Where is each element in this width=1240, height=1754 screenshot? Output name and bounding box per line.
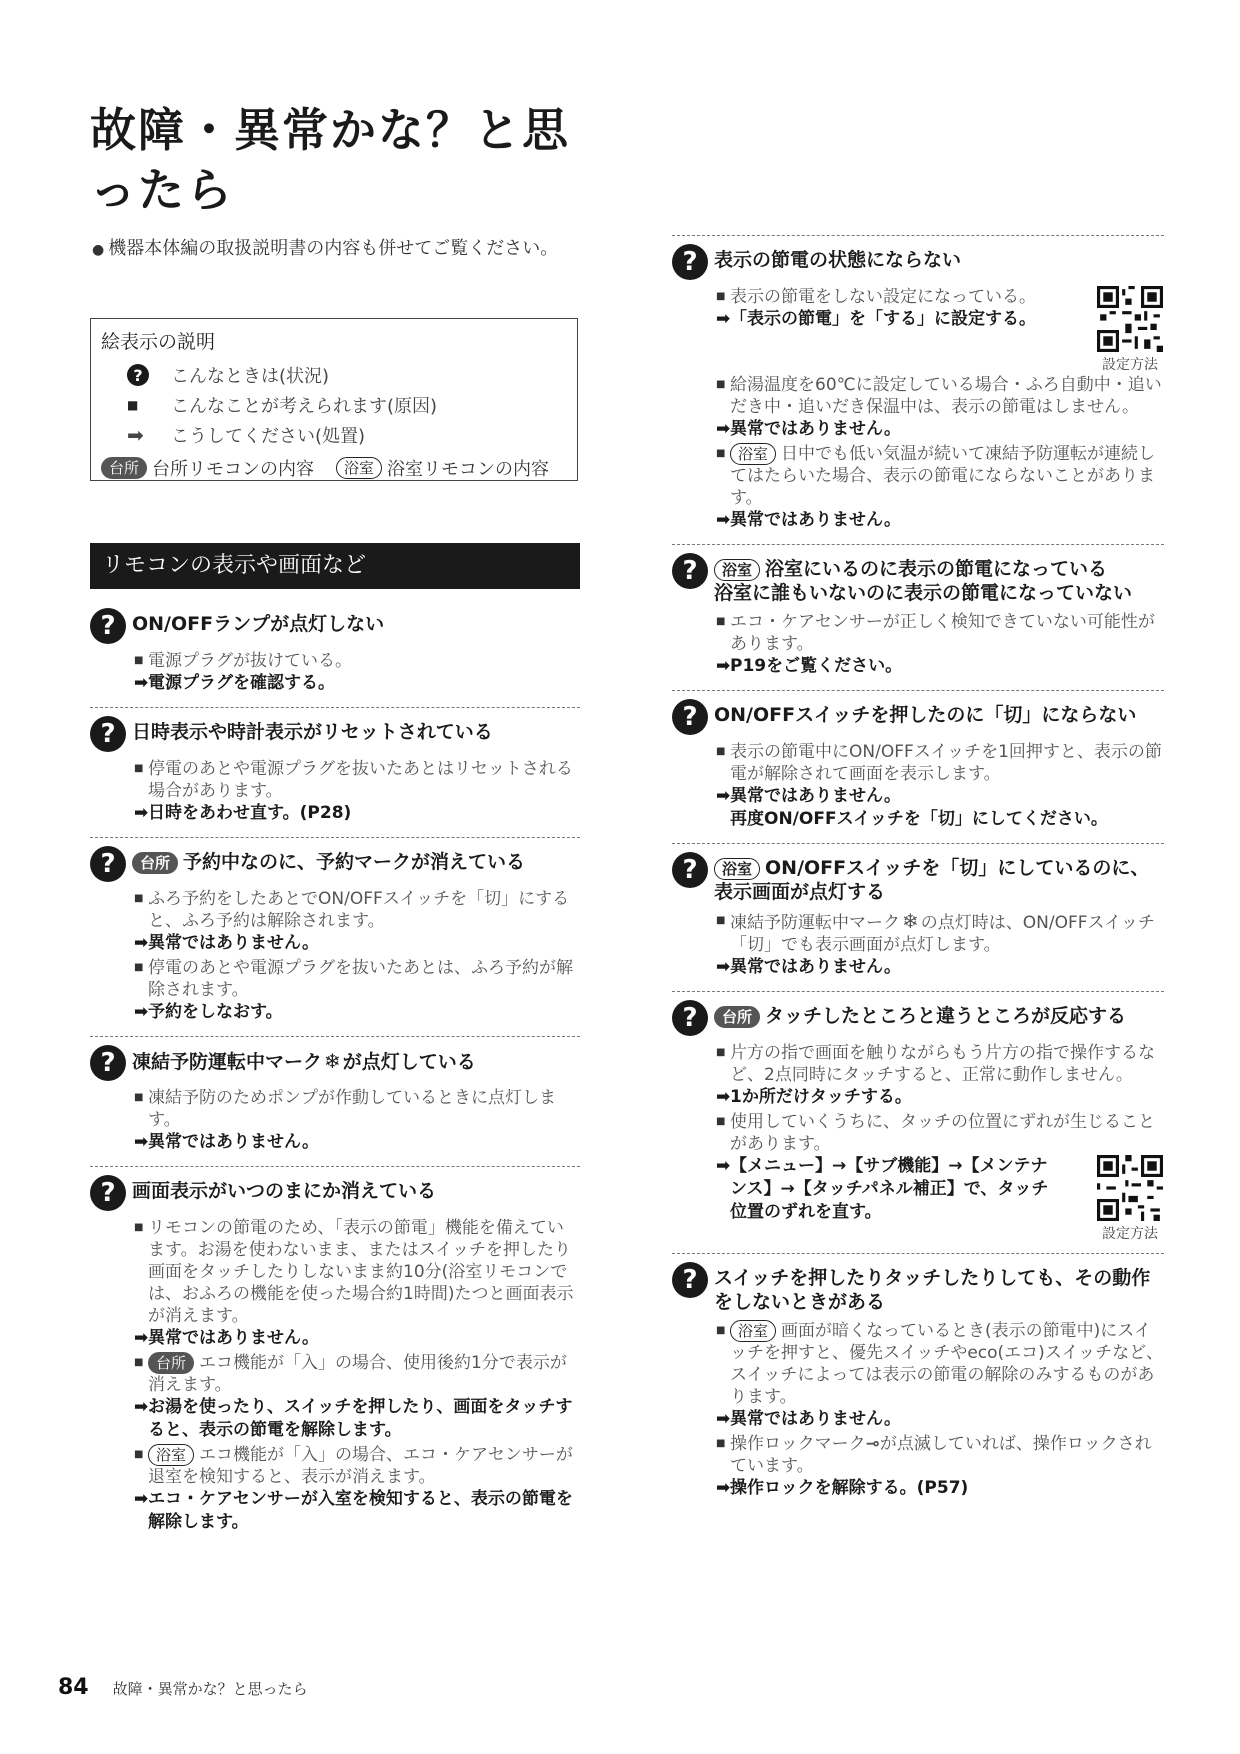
legend-situation: こんなときは(状況) bbox=[171, 366, 330, 387]
bath-tag: 浴室 bbox=[714, 858, 760, 880]
kitchen-tag: 台所 bbox=[132, 852, 178, 874]
bath-tag: 浴室 bbox=[336, 457, 382, 479]
arrow-right-icon: ➡ bbox=[134, 1002, 149, 1022]
kitchen-tag: 台所 bbox=[714, 1006, 760, 1028]
left-column bbox=[90, 600, 580, 1546]
question-icon: ? bbox=[672, 699, 708, 735]
page-footer bbox=[58, 1675, 308, 1700]
bath-tag: 浴室 bbox=[714, 559, 760, 581]
faq-heading: ON/OFFランプが点灯しない bbox=[132, 613, 385, 635]
cause-text: ■ 浴室 日中でも低い気温が続いて凍結予防運転が連続してはたらいた場合、表示の節電にならないことがあります。 bbox=[716, 443, 1164, 509]
cause-text: ■ 操作ロックマーク⊸が点滅していれば、操作ロックされています。 bbox=[716, 1433, 1164, 1477]
action-text: ➡ 1か所だけタッチする。 bbox=[716, 1087, 912, 1107]
question-icon: ? bbox=[90, 716, 126, 752]
action-text: ➡ 異常ではありません。 bbox=[716, 1409, 902, 1429]
footer-title: 故障・異常かな？と思ったら bbox=[112, 1680, 308, 1698]
action-text: ➡ 電源プラグを確認する。 bbox=[134, 673, 335, 693]
question-icon: ? bbox=[90, 608, 126, 644]
legend-cause: こんなことが考えられます(原因) bbox=[171, 396, 438, 417]
faq-heading: 浴室 ON/OFFスイッチを「切」にしているのに、表示画面が点灯する bbox=[714, 857, 1150, 903]
snowflake-icon: ❄ bbox=[324, 1049, 341, 1073]
faq-item-screen-off bbox=[90, 1167, 580, 1546]
faq-item-power-saving-not-active bbox=[672, 235, 1164, 545]
section-header: リモコンの表示や画面など bbox=[90, 543, 580, 589]
qr-caption: 設定方法 bbox=[1102, 1226, 1158, 1242]
page-title: 故障・異常かな？と思ったら bbox=[90, 103, 570, 217]
legend-title: 絵表示の説明 bbox=[101, 331, 216, 353]
right-column bbox=[672, 235, 1164, 1512]
question-icon: ? bbox=[672, 1000, 708, 1036]
legend-row-action bbox=[101, 420, 567, 450]
action-text: ➡ 【メニュー】→【サブ機能】→【メンテナンス】→【タッチパネル補正】で、タッチ位置のずれを直す。 bbox=[716, 1156, 1049, 1222]
action-text: ➡ 「表示の節電」を「する」に設定する。 bbox=[716, 309, 1036, 329]
cause-text: ■ 停電のあとや電源プラグを抜いたあとは、ふろ予約が解除されます。 bbox=[134, 957, 580, 1001]
legend-action: こうしてください(処置) bbox=[171, 426, 366, 447]
legend-kitchen-desc: 台所リモコンの内容 bbox=[152, 459, 315, 480]
cause-text: ■ 台所 エコ機能が「入」の場合、使用後約1分で表示が消えます。 bbox=[134, 1352, 580, 1396]
faq-item-onoff-lamp bbox=[90, 600, 580, 708]
faq-heading: 凍結予防運転中マーク ❄ が点灯している bbox=[132, 1049, 476, 1073]
action-text: ➡ 異常ではありません。 bbox=[716, 957, 902, 977]
action-text: ➡ 予約をしなおす。 bbox=[134, 1002, 283, 1022]
question-icon: ? bbox=[672, 1262, 708, 1298]
cause-text: ■ 表示の節電をしない設定になっている。 bbox=[716, 286, 1036, 308]
question-icon: ? bbox=[90, 846, 126, 882]
intro-note bbox=[92, 234, 558, 260]
cause-text: ■ 凍結予防のためポンプが作動しているときに点灯します。 bbox=[134, 1087, 580, 1131]
arrow-right-icon: ➡ bbox=[134, 1132, 149, 1152]
cause-text: ■ 片方の指で画面を触りながらもう片方の指で操作するなど、2点同時にタッチすると、正常に動作しません。 bbox=[716, 1042, 1164, 1086]
action-text: ➡ 異常ではありません。 再度ON/OFFスイッチを「切」にしてください。 bbox=[716, 786, 1108, 829]
faq-item-reservation-mark bbox=[90, 838, 580, 1037]
action-text: ➡ 日時をあわせ直す。(P28) bbox=[134, 803, 352, 823]
cause-text: ■ 使用していくうちに、タッチの位置にずれが生じることがあります。 bbox=[716, 1111, 1164, 1155]
cause-text: ■ 給湯温度を60℃に設定している場合・ふろ自動中・追いだき中・追いだき保温中は、表示の節電はしません。 bbox=[716, 374, 1164, 418]
faq-heading: スイッチを押したりタッチしたりしても、その動作をしないときがある bbox=[714, 1267, 1151, 1313]
action-text: ➡ お湯を使ったり、スイッチを押したり、画面をタッチすると、表示の節電を解除します。 bbox=[134, 1397, 573, 1440]
bath-tag: 浴室 bbox=[730, 443, 776, 465]
bullet-icon: ● bbox=[92, 242, 105, 258]
arrow-right-icon: ➡ bbox=[716, 309, 731, 329]
legend-box bbox=[90, 318, 578, 481]
arrow-right-icon: ➡ bbox=[134, 803, 149, 823]
question-icon: ? bbox=[90, 1045, 126, 1081]
snowflake-icon: ❄ bbox=[902, 909, 919, 933]
cause-text: ■ ふろ予約をしたあとでON/OFFスイッチを「切」にすると、ふろ予約は解除されます。 bbox=[134, 888, 580, 932]
arrow-right-icon: ➡ bbox=[716, 1087, 731, 1107]
arrow-right-icon: ➡ bbox=[716, 1478, 731, 1498]
question-icon: ? bbox=[90, 1175, 126, 1211]
question-icon: ? bbox=[127, 364, 149, 386]
faq-item-freeze-mark bbox=[90, 1037, 580, 1167]
action-text: ➡ 異常ではありません。 bbox=[716, 510, 902, 530]
arrow-right-icon: ➡ bbox=[134, 933, 149, 953]
arrow-right-icon: ➡ bbox=[134, 673, 149, 693]
faq-heading: 日時表示や時計表示がリセットされている bbox=[132, 721, 493, 743]
cause-text: ■ 浴室 エコ機能が「入」の場合、エコ・ケアセンサーが退室を検知すると、表示が消えます。 bbox=[134, 1444, 580, 1488]
qr-code-settings[interactable] bbox=[1096, 286, 1164, 374]
cause-text: ■ 停電のあとや電源プラグを抜いたあとはリセットされる場合があります。 bbox=[134, 758, 580, 802]
arrow-right-icon: ➡ bbox=[716, 786, 731, 806]
intro-text: 機器本体編の取扱説明書の内容も併せてご覧ください。 bbox=[108, 238, 559, 259]
action-text: ➡ エコ・ケアセンサーが入室を検知すると、表示の節電を解除します。 bbox=[134, 1489, 573, 1532]
faq-item-onoff-not-off bbox=[672, 691, 1164, 844]
faq-heading: 画面表示がいつのまにか消えている bbox=[132, 1180, 437, 1202]
action-text: ➡ 異常ではありません。 bbox=[716, 419, 902, 439]
faq-heading: 台所 タッチしたところと違うところが反応する bbox=[714, 998, 1126, 1028]
cause-text: ■ 電源プラグが抜けている。 bbox=[134, 650, 580, 672]
arrow-right-icon: ➡ bbox=[716, 656, 731, 676]
faq-heading: 浴室 浴室にいるのに表示の節電になっている 浴室に誰もいないのに表示の節電になっていない bbox=[714, 558, 1133, 604]
action-text: ➡ P19をご覧ください。 bbox=[716, 656, 903, 676]
cause-text: ■ 凍結予防運転中マーク ❄ の点灯時は、ON/OFFスイッチ「切」でも表示画面が点灯します。 bbox=[716, 910, 1164, 956]
faq-heading: ON/OFFスイッチを押したのに「切」にならない bbox=[714, 704, 1137, 726]
faq-item-clock-reset bbox=[90, 708, 580, 838]
arrow-right-icon: ➡ bbox=[127, 423, 144, 447]
action-text: ➡ 異常ではありません。 bbox=[134, 933, 320, 953]
faq-item-switch-no-response bbox=[672, 1254, 1164, 1512]
cause-text: ■ エコ・ケアセンサーが正しく検知できていない可能性があります。 bbox=[716, 611, 1164, 655]
cause-text: ■ 浴室 画面が暗くなっているとき(表示の節電中)にスイッチを押すと、優先スイッチやeco(エコ)スイッチなど、スイッチによっては表示の節電の解除のみするものがあります。 bbox=[716, 1320, 1164, 1408]
faq-heading: 台所 予約中なのに、予約マークが消えている bbox=[132, 844, 525, 874]
qr-caption: 設定方法 bbox=[1102, 357, 1158, 373]
arrow-right-icon: ➡ bbox=[134, 1489, 149, 1509]
legend-bath-desc: 浴室リモコンの内容 bbox=[387, 459, 550, 480]
kitchen-tag: 台所 bbox=[101, 457, 147, 479]
qr-code-settings[interactable] bbox=[1096, 1155, 1164, 1243]
legend-row-tags bbox=[101, 452, 567, 484]
question-icon: ? bbox=[672, 553, 708, 589]
action-text: ➡ 操作ロックを解除する。(P57) bbox=[716, 1478, 969, 1498]
arrow-right-icon: ➡ bbox=[134, 1397, 149, 1417]
qr-code-icon bbox=[1097, 286, 1163, 352]
faq-item-screen-lit-when-off bbox=[672, 844, 1164, 992]
page-number: 84 bbox=[58, 1675, 89, 1700]
faq-heading: 表示の節電の状態にならない bbox=[714, 249, 962, 271]
legend-row-situation bbox=[101, 360, 567, 390]
question-icon: ? bbox=[672, 244, 708, 280]
bath-tag: 浴室 bbox=[730, 1320, 776, 1342]
faq-item-bathroom-sensor bbox=[672, 545, 1164, 691]
key-lock-icon: ⊸ bbox=[865, 1434, 880, 1454]
cause-text: ■ リモコンの節電のため、「表示の節電」機能を備えています。お湯を使わないまま、またはスイッチを押したり画面をタッチしたりしないまま約10分(浴室リモコンでは、おふろの機能を使った場合約1時間)たつと画面表示が消えます。 bbox=[134, 1217, 580, 1327]
qr-code-icon bbox=[1097, 1155, 1163, 1221]
square-bullet-icon: ■ bbox=[127, 398, 139, 412]
kitchen-tag: 台所 bbox=[148, 1352, 194, 1374]
action-text: ➡ 異常ではありません。 bbox=[134, 1132, 320, 1152]
arrow-right-icon: ➡ bbox=[716, 419, 731, 439]
arrow-right-icon: ➡ bbox=[716, 1409, 731, 1429]
question-icon: ? bbox=[672, 852, 708, 888]
legend-row-cause bbox=[101, 390, 567, 420]
arrow-right-icon: ➡ bbox=[716, 1156, 731, 1176]
bath-tag: 浴室 bbox=[148, 1444, 194, 1466]
action-text: ➡ 異常ではありません。 bbox=[134, 1328, 320, 1348]
arrow-right-icon: ➡ bbox=[134, 1328, 149, 1348]
arrow-right-icon: ➡ bbox=[716, 510, 731, 530]
cause-text: ■ 表示の節電中にON/OFFスイッチを1回押すと、表示の節電が解除されて画面を表示します。 bbox=[716, 741, 1164, 785]
arrow-right-icon: ➡ bbox=[716, 957, 731, 977]
faq-item-touch-misaligned bbox=[672, 992, 1164, 1254]
